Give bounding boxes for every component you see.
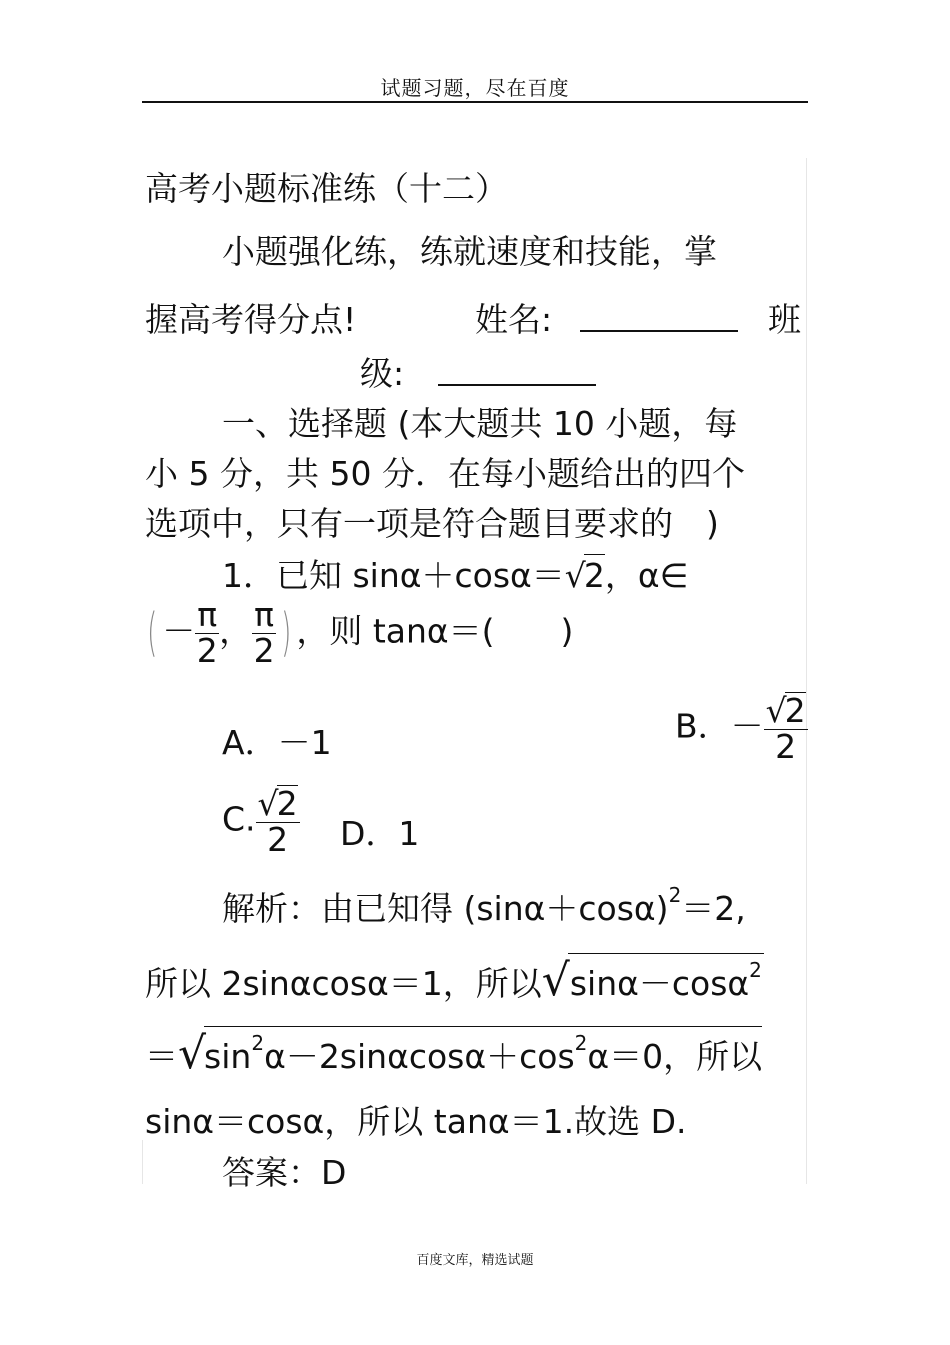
name-label: 姓名: [475, 300, 553, 339]
right-paren: ) [281, 603, 292, 664]
fraction-sqrt2-over-2 [764, 692, 808, 764]
class-label-part2: 级: [360, 354, 405, 393]
option-d[interactable]: D．1 [340, 814, 420, 853]
option-b[interactable] [675, 692, 808, 764]
intro-line-1: 小题强化练，练就速度和技能，掌 [222, 232, 717, 271]
answer-line: 答案：D [222, 1153, 347, 1192]
option-a[interactable]: A．－1 [222, 723, 332, 762]
question-stem-1 [222, 550, 688, 597]
sqrt-radicand: $\sin^2\alpha-2\sin\alpha\cos\alpha+\cos^2\alpha=0$，所以 [204, 1026, 762, 1078]
frac-den: 2 [196, 630, 218, 670]
superscript-2: 2 [668, 883, 682, 907]
page-footer: 百度文库，精选试题 [416, 1253, 534, 1268]
class-blank-field[interactable] [438, 354, 596, 390]
solution-line-1: 解析：由已知得 $(\sin\alpha+\cos\alpha)^2=2$, [222, 883, 746, 928]
section-line-2: 小 5 分，共 50 分．在每小题给出的四个 [145, 454, 745, 493]
solution-line-3: $=√\sin^2\alpha-2\sin\alpha\cos\alpha+\cos^2\alpha=0$，所以 [145, 1028, 763, 1079]
option-c-label: C. [222, 799, 256, 839]
stem-text-b: ，α∈ [604, 556, 689, 595]
option-c[interactable] [222, 785, 300, 857]
interval-expression [142, 595, 574, 670]
option-b-label: B．－ [675, 706, 764, 746]
frac-num: π [254, 595, 275, 634]
sqrt-radicand: sinα－cosα$^2$ [568, 953, 764, 1005]
fraction-pi-over-2 [252, 595, 276, 670]
sqrt-radicand: 2 [583, 556, 605, 595]
exercise-title: 高考小题标准练（十二） [145, 169, 508, 208]
fraction-sqrt2-over-2 [256, 785, 300, 857]
frac-num: √2 [257, 784, 298, 823]
intro-line-2: 握高考得分点! [145, 300, 357, 339]
frac-den: 2 [775, 726, 797, 766]
header-rule [142, 101, 808, 103]
stem-text-c: ，则 tanα＝( ) [296, 611, 574, 651]
page-margin-rule [806, 158, 807, 1184]
solution-line-2: 所以 2sinαcosα＝1，所以√sinα－cosα$^2$ [145, 955, 762, 1006]
stem-text-a: 1．已知 sinα＋cosα＝ [222, 556, 565, 595]
page-header: 试题习题，尽在百度 [380, 76, 570, 100]
frac-num: √2 [765, 691, 806, 730]
class-label-part1: 班 [768, 300, 801, 339]
frac-den: 2 [253, 630, 275, 670]
solution-line-4: sinα＝cosα，所以 tanα＝1.故选 D. [145, 1102, 687, 1141]
frac-den: 2 [267, 819, 289, 859]
fraction-pi-over-2-neg [195, 595, 219, 670]
section-line-3: 选项中，只有一项是符合题目要求的 ) [145, 504, 719, 543]
frac-num: π [197, 595, 218, 634]
sqrt-symbol: √ [541, 955, 570, 1006]
name-blank-field[interactable] [580, 300, 738, 336]
sqrt-symbol: √ [564, 556, 586, 595]
page-margin-rule-left [142, 1140, 143, 1184]
interval-minus: － [162, 611, 196, 651]
sqrt-symbol: √ [178, 1028, 207, 1079]
section-line-1: 一、选择题 (本大题共 10 小题，每 [222, 404, 738, 443]
interval-comma: ， [219, 611, 253, 651]
left-paren: ( [147, 603, 158, 664]
